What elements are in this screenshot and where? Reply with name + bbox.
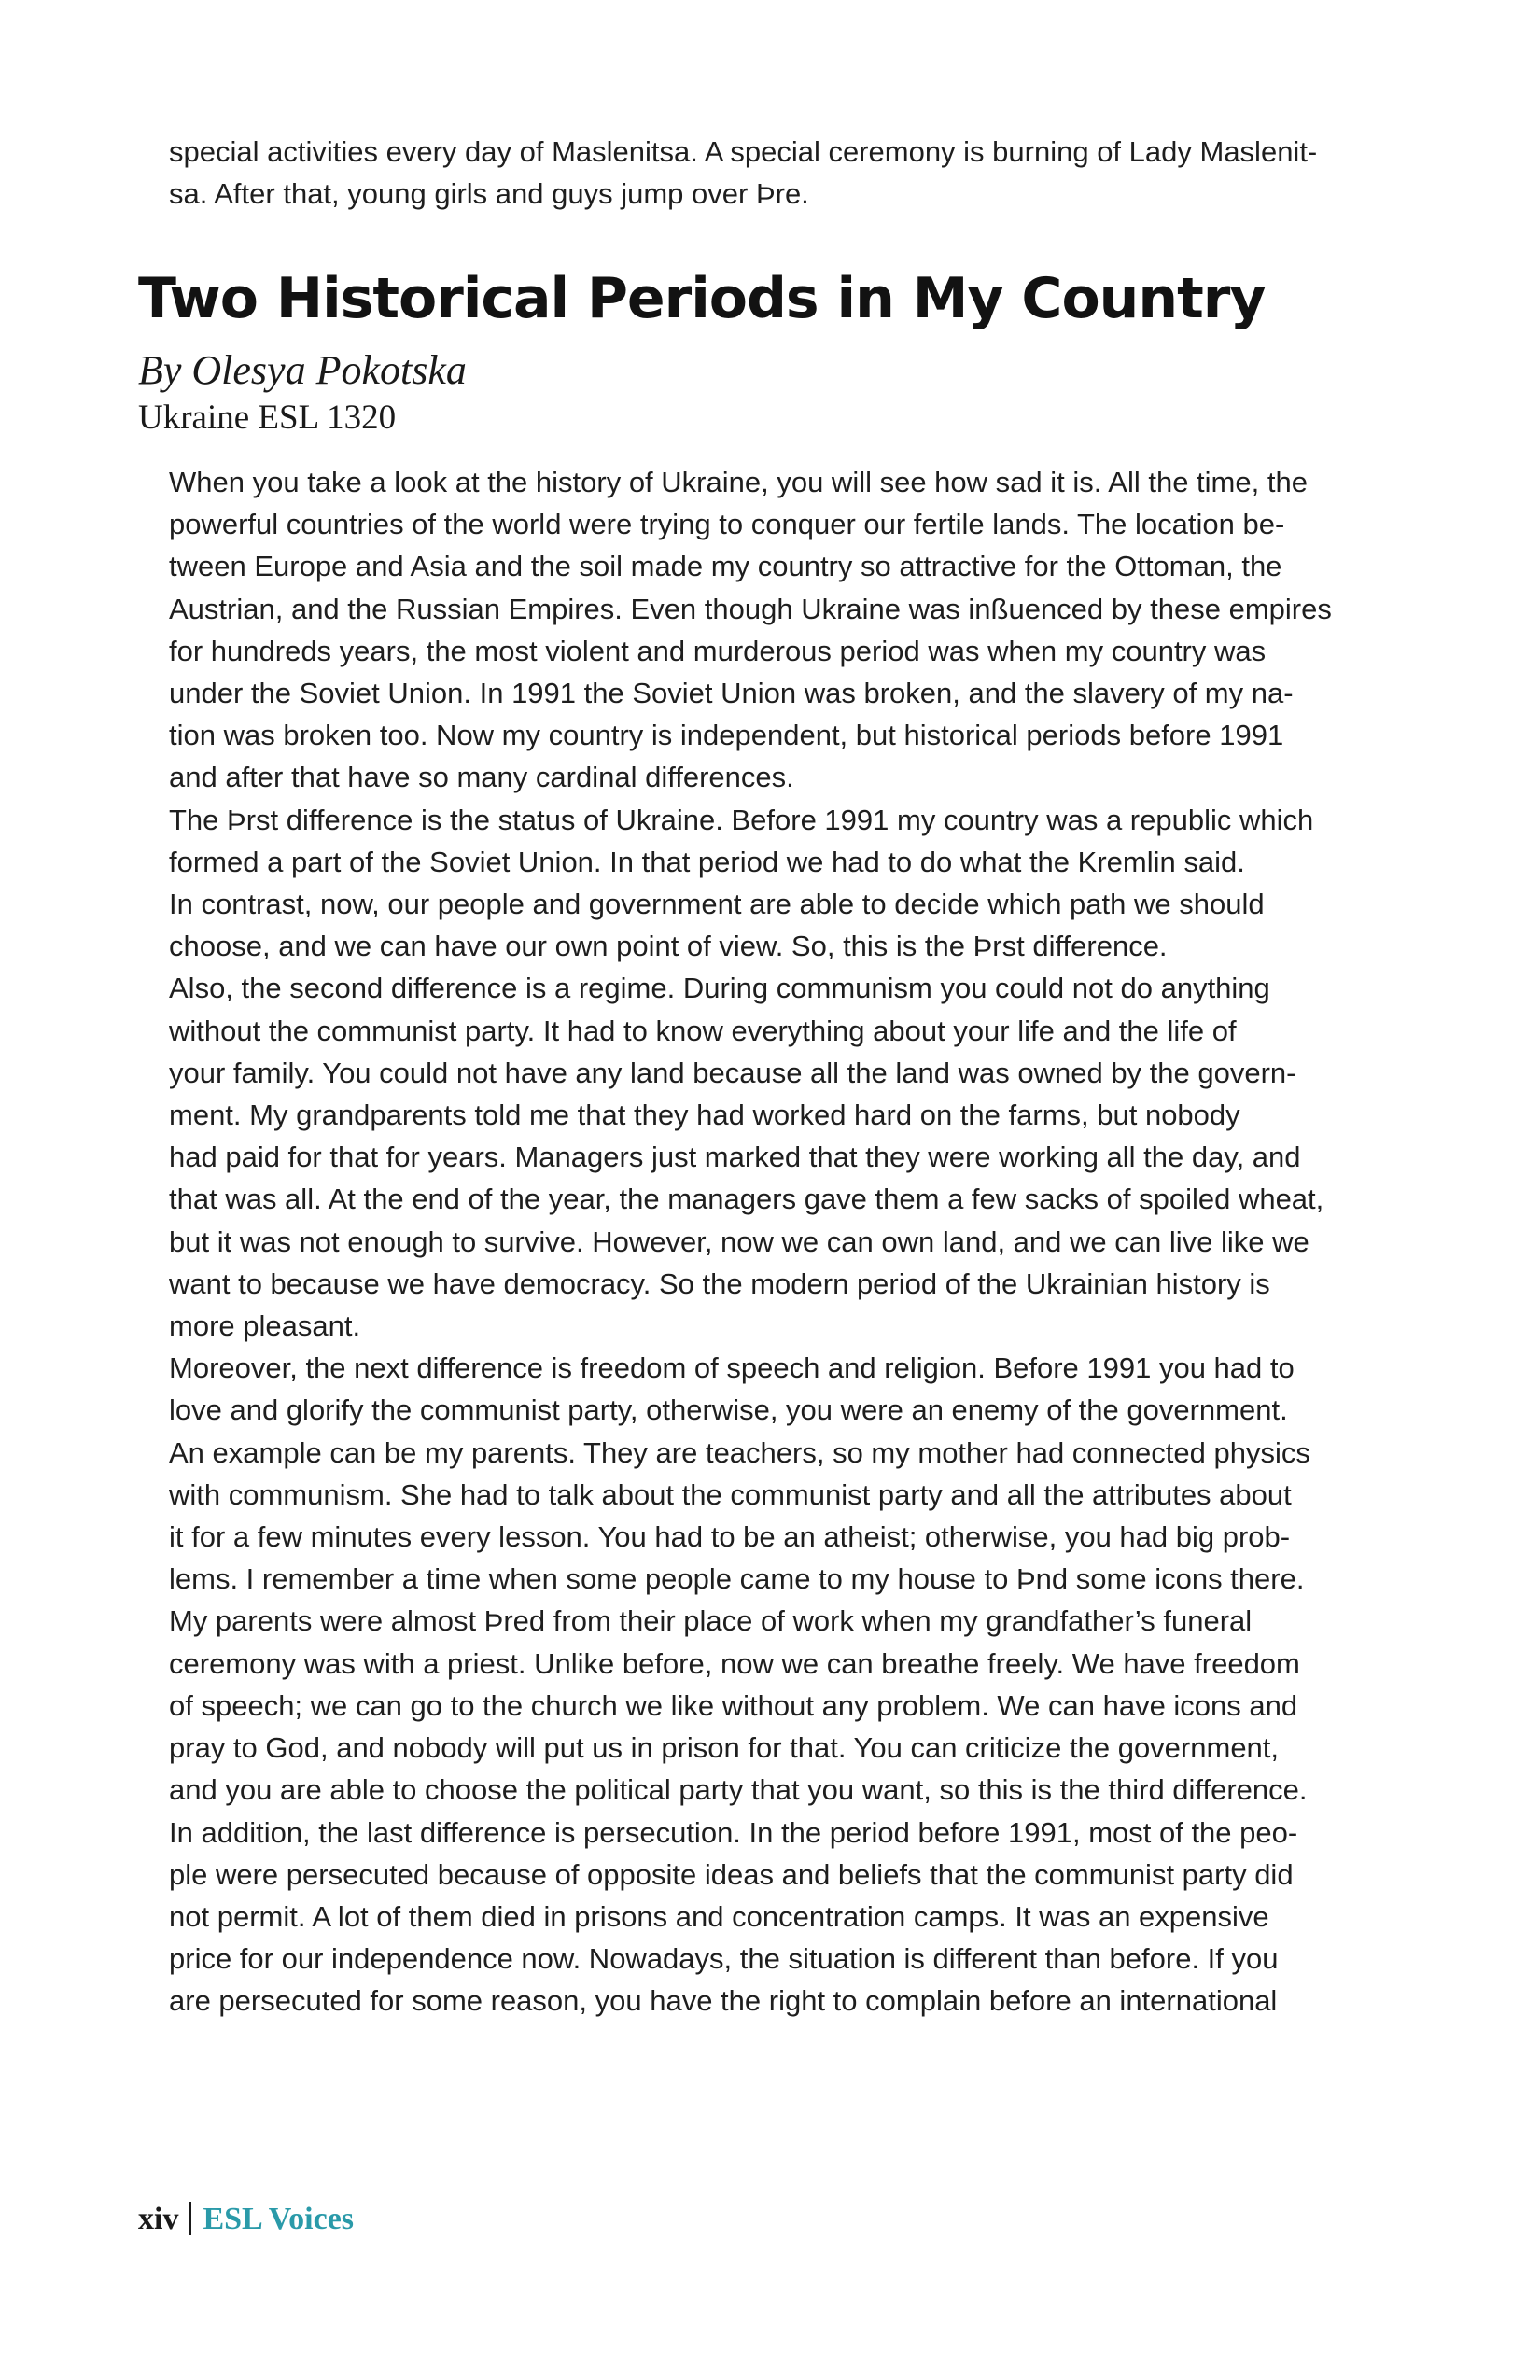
text-line: under the Soviet Union. In 1991 the Soviet Union was broken, and the slavery of my na- bbox=[169, 677, 1294, 710]
text-line: price for our independence now. Nowadays, the situation is different than before. If you bbox=[169, 1942, 1279, 1976]
text-line: and you are able to choose the political party that you want, so this is the third difference. bbox=[169, 1773, 1308, 1807]
text-line: ple were persecuted because of opposite ideas and beliefs that the communist party did bbox=[169, 1857, 1294, 1891]
text-line: sa. After that, young girls and guys jump over Þre. bbox=[169, 177, 809, 211]
text-line: and after that have so many cardinal differences. bbox=[169, 761, 794, 794]
text-line: formed a part of the Soviet Union. In that period we had to do what the Kremlin said. bbox=[169, 845, 1245, 878]
text-line: In addition, the last difference is persecution. In the period before 1991, most of the peo- bbox=[169, 1815, 1298, 1849]
text-line: your family. You could not have any land because all the land was owned by the govern- bbox=[169, 1056, 1296, 1089]
text-line: powerful countries of the world were trying to conquer our fertile lands. The location be- bbox=[169, 508, 1285, 541]
text-line: pray to God, and nobody will put us in prison for that. You can criticize the government, bbox=[169, 1731, 1280, 1765]
text-line: ceremony was with a priest. Unlike before, now we can breathe freely. We have freedom bbox=[169, 1646, 1300, 1680]
text-line: My parents were almost Þred from their place of work when my grandfather’s funeral bbox=[169, 1604, 1253, 1638]
page-number: xiv bbox=[138, 2202, 179, 2236]
text-line: The Þrst difference is the status of Ukraine. Before 1991 my country was a republic which bbox=[169, 803, 1314, 836]
text-line: special activities every day of Maslenitsa. A special ceremony is burning of Lady Maslenit- bbox=[169, 135, 1318, 168]
text-line: Moreover, the next difference is freedom of speech and religion. Before 1991 you had to bbox=[169, 1351, 1295, 1385]
intro-paragraph bbox=[169, 131, 1401, 215]
page-footer bbox=[138, 2201, 354, 2238]
text-line: it for a few minutes every lesson. You had to be an atheist; otherwise, you had big prob- bbox=[169, 1520, 1291, 1554]
author-byline: By Olesya Pokotska bbox=[138, 347, 467, 393]
text-line: without the communist party. It had to know everything about your life and the life of bbox=[169, 1014, 1237, 1047]
text-line: not permit. A lot of them died in prisons and concentration camps. It was an expensive bbox=[169, 1899, 1269, 1933]
text-line: love and glorify the communist party, otherwise, you were an enemy of the government. bbox=[169, 1393, 1288, 1427]
text-line: An example can be my parents. They are teachers, so my mother had connected physics bbox=[169, 1435, 1310, 1469]
article-title: Two Historical Periods in My Country bbox=[138, 266, 1266, 331]
text-line: choose, and we can have our own point of view. So, this is the Þrst difference. bbox=[169, 930, 1168, 963]
text-line: are persecuted for some reason, you have the right to complain before an international bbox=[169, 1984, 1278, 2018]
text-line: ment. My grandparents told me that they had worked hard on the farms, but nobody bbox=[169, 1099, 1240, 1132]
text-line: tion was broken too. Now my country is independent, but historical periods before 1991 bbox=[169, 719, 1284, 752]
text-line: but it was not enough to survive. However, now we can own land, and we can live like we bbox=[169, 1225, 1309, 1258]
text-line: of speech; we can go to the church we like without any problem. We can have icons and bbox=[169, 1688, 1298, 1722]
text-line: In contrast, now, our people and government are able to decide which path we should bbox=[169, 888, 1265, 921]
text-line: Also, the second difference is a regime. During communism you could not do anything bbox=[169, 972, 1270, 1005]
text-line: that was all. At the end of the year, the managers gave them a few sacks of spoiled wheat, bbox=[169, 1183, 1324, 1216]
text-line: When you take a look at the history of Ukraine, you will see how sad it is. All the time, the bbox=[169, 466, 1308, 498]
book-title: ESL Voices bbox=[203, 2202, 355, 2236]
text-line: for hundreds years, the most violent and murderous period was when my country was bbox=[169, 634, 1267, 667]
text-line: had paid for that for years. Managers just marked that they were working all the day, and bbox=[169, 1141, 1301, 1174]
course-label: Ukraine ESL 1320 bbox=[138, 399, 397, 437]
text-line: Austrian, and the Russian Empires. Even though Ukraine was inßuenced by these empires bbox=[169, 592, 1332, 625]
text-line: want to because we have democracy. So the modern period of the Ukrainian history is bbox=[169, 1267, 1270, 1300]
text-line: lems. I remember a time when some people came to my house to Þnd some icons there. bbox=[169, 1562, 1305, 1596]
text-line: tween Europe and Asia and the soil made my country so attractive for the Ottoman, the bbox=[169, 550, 1282, 583]
essay-body bbox=[169, 461, 1401, 2023]
footer-divider bbox=[189, 2202, 191, 2235]
text-line: with communism. She had to talk about the communist party and all the attributes about bbox=[169, 1477, 1292, 1511]
text-line: more pleasant. bbox=[169, 1309, 361, 1343]
